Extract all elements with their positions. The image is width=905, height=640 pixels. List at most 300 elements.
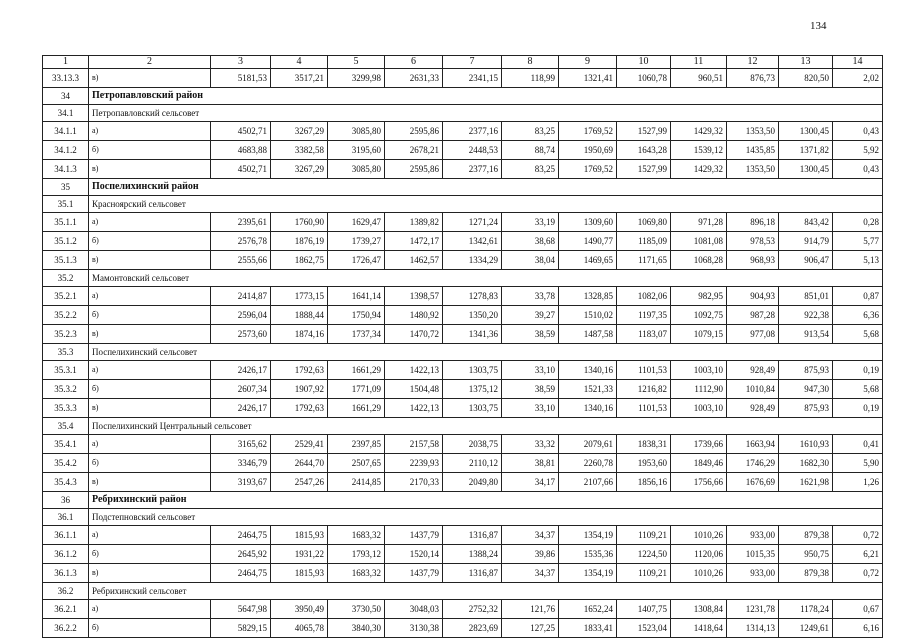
row-label: а) <box>89 361 211 380</box>
row-code: 34 <box>43 88 89 105</box>
row-code: 34.1.3 <box>43 160 89 179</box>
value-cell: 2595,86 <box>385 122 443 141</box>
value-cell: 1523,04 <box>617 619 671 638</box>
council-row <box>43 196 883 213</box>
row-label: б) <box>89 306 211 325</box>
value-cell: 1422,13 <box>385 399 443 418</box>
value-cell: 1629,47 <box>328 213 385 232</box>
value-cell: 2,02 <box>833 69 883 88</box>
value-cell: 1060,78 <box>617 69 671 88</box>
value-cell: 1760,90 <box>271 213 328 232</box>
value-cell: 1876,19 <box>271 232 328 251</box>
value-cell: 1931,22 <box>271 545 328 564</box>
value-cell: 1833,41 <box>559 619 617 638</box>
value-cell: 1010,84 <box>727 380 779 399</box>
value-cell: 5829,15 <box>211 619 271 638</box>
value-cell: 1435,85 <box>727 141 779 160</box>
value-cell: 1862,75 <box>271 251 328 270</box>
value-cell: 1112,90 <box>671 380 727 399</box>
row-code: 35.2.1 <box>43 287 89 306</box>
row-code: 35.4.3 <box>43 473 89 492</box>
value-cell: 3267,29 <box>271 160 328 179</box>
value-cell: 1010,26 <box>671 564 727 583</box>
table-row <box>43 380 883 399</box>
row-label: а) <box>89 213 211 232</box>
value-cell: 2507,65 <box>328 454 385 473</box>
council-row <box>43 418 883 435</box>
value-cell: 1418,64 <box>671 619 727 638</box>
value-cell: 34,37 <box>502 564 559 583</box>
value-cell: 1437,79 <box>385 564 443 583</box>
value-cell: 1,26 <box>833 473 883 492</box>
row-code: 35.3.1 <box>43 361 89 380</box>
value-cell: 0,43 <box>833 122 883 141</box>
value-cell: 2823,69 <box>443 619 502 638</box>
value-cell: 3950,49 <box>271 600 328 619</box>
table-row <box>43 232 883 251</box>
value-cell: 2573,60 <box>211 325 271 344</box>
value-cell: 1340,16 <box>559 361 617 380</box>
value-cell: 950,75 <box>779 545 833 564</box>
value-cell: 1354,19 <box>559 526 617 545</box>
value-cell: 1334,29 <box>443 251 502 270</box>
district-row <box>43 179 883 196</box>
value-cell: 1231,78 <box>727 600 779 619</box>
column-header: 11 <box>671 56 727 69</box>
value-cell: 2079,61 <box>559 435 617 454</box>
value-cell: 1303,75 <box>443 399 502 418</box>
value-cell: 1183,07 <box>617 325 671 344</box>
value-cell: 33,10 <box>502 361 559 380</box>
council-title: Мамонтовский сельсовет <box>89 270 883 287</box>
value-cell: 3299,98 <box>328 69 385 88</box>
value-cell: 1535,36 <box>559 545 617 564</box>
value-cell: 3267,29 <box>271 122 328 141</box>
row-label: а) <box>89 435 211 454</box>
value-cell: 2414,85 <box>328 473 385 492</box>
value-cell: 1321,41 <box>559 69 617 88</box>
value-cell: 3346,79 <box>211 454 271 473</box>
value-cell: 1490,77 <box>559 232 617 251</box>
row-code: 35.3.3 <box>43 399 89 418</box>
value-cell: 1101,53 <box>617 361 671 380</box>
column-header: 1 <box>43 56 89 69</box>
value-cell: 933,00 <box>727 526 779 545</box>
council-row <box>43 583 883 600</box>
value-cell: 1316,87 <box>443 526 502 545</box>
value-cell: 33,78 <box>502 287 559 306</box>
value-cell: 33,10 <box>502 399 559 418</box>
value-cell: 1621,98 <box>779 473 833 492</box>
value-cell: 1750,94 <box>328 306 385 325</box>
column-header: 5 <box>328 56 385 69</box>
value-cell: 1815,93 <box>271 564 328 583</box>
value-cell: 38,04 <box>502 251 559 270</box>
row-code: 35.1.2 <box>43 232 89 251</box>
value-cell: 3517,21 <box>271 69 328 88</box>
value-cell: 876,73 <box>727 69 779 88</box>
column-header: 13 <box>779 56 833 69</box>
value-cell: 1888,44 <box>271 306 328 325</box>
value-cell: 1171,65 <box>617 251 671 270</box>
value-cell: 1300,45 <box>779 122 833 141</box>
value-cell: 1429,32 <box>671 160 727 179</box>
value-cell: 1907,92 <box>271 380 328 399</box>
council-title: Поспелихинский Центральный сельсовет <box>89 418 883 435</box>
value-cell: 879,38 <box>779 526 833 545</box>
table-row <box>43 545 883 564</box>
value-cell: 5,13 <box>833 251 883 270</box>
value-cell: 1278,83 <box>443 287 502 306</box>
row-code: 35 <box>43 179 89 196</box>
row-code: 36.1.2 <box>43 545 89 564</box>
row-label: в) <box>89 251 211 270</box>
value-cell: 2752,32 <box>443 600 502 619</box>
council-title: Петропавловский сельсовет <box>89 105 883 122</box>
value-cell: 1069,80 <box>617 213 671 232</box>
table-row <box>43 69 883 88</box>
value-cell: 1082,06 <box>617 287 671 306</box>
value-cell: 1314,13 <box>727 619 779 638</box>
value-cell: 820,50 <box>779 69 833 88</box>
value-cell: 1520,14 <box>385 545 443 564</box>
row-label: в) <box>89 564 211 583</box>
value-cell: 3195,60 <box>328 141 385 160</box>
value-cell: 928,49 <box>727 399 779 418</box>
value-cell: 6,21 <box>833 545 883 564</box>
value-cell: 1504,48 <box>385 380 443 399</box>
value-cell: 1216,82 <box>617 380 671 399</box>
table-row <box>43 564 883 583</box>
value-cell: 2464,75 <box>211 526 271 545</box>
value-cell: 3840,30 <box>328 619 385 638</box>
value-cell: 2170,33 <box>385 473 443 492</box>
value-cell: 3130,38 <box>385 619 443 638</box>
value-cell: 1874,16 <box>271 325 328 344</box>
table-row <box>43 454 883 473</box>
value-cell: 914,79 <box>779 232 833 251</box>
column-header: 3 <box>211 56 271 69</box>
value-cell: 2341,15 <box>443 69 502 88</box>
value-cell: 1739,66 <box>671 435 727 454</box>
value-cell: 875,93 <box>779 399 833 418</box>
table-row <box>43 122 883 141</box>
value-cell: 2377,16 <box>443 122 502 141</box>
table-row <box>43 160 883 179</box>
value-cell: 5,92 <box>833 141 883 160</box>
value-cell: 1726,47 <box>328 251 385 270</box>
table-row <box>43 435 883 454</box>
value-cell: 1469,65 <box>559 251 617 270</box>
district-title: Петропавловский район <box>89 88 883 105</box>
value-cell: 960,51 <box>671 69 727 88</box>
value-cell: 4502,71 <box>211 122 271 141</box>
value-cell: 1521,33 <box>559 380 617 399</box>
value-cell: 928,49 <box>727 361 779 380</box>
value-cell: 38,68 <box>502 232 559 251</box>
value-cell: 2049,80 <box>443 473 502 492</box>
value-cell: 1003,10 <box>671 399 727 418</box>
value-cell: 978,53 <box>727 232 779 251</box>
row-code: 34.1.1 <box>43 122 89 141</box>
value-cell: 2260,78 <box>559 454 617 473</box>
value-cell: 1249,61 <box>779 619 833 638</box>
value-cell: 1388,24 <box>443 545 502 564</box>
value-cell: 1527,99 <box>617 160 671 179</box>
value-cell: 3048,03 <box>385 600 443 619</box>
value-cell: 4683,88 <box>211 141 271 160</box>
value-cell: 2426,17 <box>211 399 271 418</box>
value-cell: 2414,87 <box>211 287 271 306</box>
value-cell: 1328,85 <box>559 287 617 306</box>
value-cell: 913,54 <box>779 325 833 344</box>
row-code: 36.2 <box>43 583 89 600</box>
table-row <box>43 600 883 619</box>
row-code: 36 <box>43 492 89 509</box>
value-cell: 6,36 <box>833 306 883 325</box>
council-title: Красноярский сельсовет <box>89 196 883 213</box>
district-row <box>43 88 883 105</box>
value-cell: 33,32 <box>502 435 559 454</box>
value-cell: 971,28 <box>671 213 727 232</box>
value-cell: 0,41 <box>833 435 883 454</box>
value-cell: 6,16 <box>833 619 883 638</box>
row-code: 35.1 <box>43 196 89 213</box>
council-row <box>43 105 883 122</box>
value-cell: 1101,53 <box>617 399 671 418</box>
column-header: 7 <box>443 56 502 69</box>
table-row <box>43 361 883 380</box>
value-cell: 2157,58 <box>385 435 443 454</box>
value-cell: 1224,50 <box>617 545 671 564</box>
table-row <box>43 619 883 638</box>
row-code: 36.2.2 <box>43 619 89 638</box>
district-title: Ребрихинский район <box>89 492 883 509</box>
value-cell: 1120,06 <box>671 545 727 564</box>
row-code: 34.1 <box>43 105 89 122</box>
value-cell: 906,47 <box>779 251 833 270</box>
value-cell: 5647,98 <box>211 600 271 619</box>
value-cell: 2595,86 <box>385 160 443 179</box>
row-code: 35.2.2 <box>43 306 89 325</box>
value-cell: 968,93 <box>727 251 779 270</box>
council-title: Ребрихинский сельсовет <box>89 583 883 600</box>
value-cell: 1429,32 <box>671 122 727 141</box>
column-header: 9 <box>559 56 617 69</box>
table-row <box>43 473 883 492</box>
value-cell: 1308,84 <box>671 600 727 619</box>
value-cell: 1527,99 <box>617 122 671 141</box>
row-code: 35.1.1 <box>43 213 89 232</box>
value-cell: 1661,29 <box>328 361 385 380</box>
table-row <box>43 399 883 418</box>
row-label: б) <box>89 545 211 564</box>
value-cell: 1354,19 <box>559 564 617 583</box>
value-cell: 1737,34 <box>328 325 385 344</box>
council-row <box>43 509 883 526</box>
table-row <box>43 141 883 160</box>
value-cell: 2110,12 <box>443 454 502 473</box>
value-cell: 1068,28 <box>671 251 727 270</box>
value-cell: 38,81 <box>502 454 559 473</box>
column-header-row <box>43 56 883 69</box>
value-cell: 1389,82 <box>385 213 443 232</box>
value-cell: 2239,93 <box>385 454 443 473</box>
value-cell: 1953,60 <box>617 454 671 473</box>
row-label: а) <box>89 600 211 619</box>
value-cell: 1849,46 <box>671 454 727 473</box>
value-cell: 1746,29 <box>727 454 779 473</box>
value-cell: 1815,93 <box>271 526 328 545</box>
value-cell: 1683,32 <box>328 526 385 545</box>
council-row <box>43 270 883 287</box>
value-cell: 1856,16 <box>617 473 671 492</box>
value-cell: 2426,17 <box>211 361 271 380</box>
district-row <box>43 492 883 509</box>
row-code: 36.1.3 <box>43 564 89 583</box>
value-cell: 1769,52 <box>559 122 617 141</box>
district-title: Поспелихинский район <box>89 179 883 196</box>
data-table <box>42 55 883 638</box>
column-header: 8 <box>502 56 559 69</box>
row-label: в) <box>89 473 211 492</box>
value-cell: 1003,10 <box>671 361 727 380</box>
value-cell: 843,42 <box>779 213 833 232</box>
value-cell: 33,19 <box>502 213 559 232</box>
value-cell: 1309,60 <box>559 213 617 232</box>
value-cell: 2377,16 <box>443 160 502 179</box>
value-cell: 38,59 <box>502 325 559 344</box>
value-cell: 0,87 <box>833 287 883 306</box>
value-cell: 1480,92 <box>385 306 443 325</box>
value-cell: 83,25 <box>502 160 559 179</box>
value-cell: 1838,31 <box>617 435 671 454</box>
table-row <box>43 325 883 344</box>
council-row <box>43 344 883 361</box>
value-cell: 1756,66 <box>671 473 727 492</box>
value-cell: 1081,08 <box>671 232 727 251</box>
value-cell: 1300,45 <box>779 160 833 179</box>
value-cell: 1771,09 <box>328 380 385 399</box>
value-cell: 0,67 <box>833 600 883 619</box>
row-code: 34.1.2 <box>43 141 89 160</box>
value-cell: 2555,66 <box>211 251 271 270</box>
value-cell: 4502,71 <box>211 160 271 179</box>
value-cell: 3193,67 <box>211 473 271 492</box>
value-cell: 34,17 <box>502 473 559 492</box>
value-cell: 127,25 <box>502 619 559 638</box>
value-cell: 1353,50 <box>727 160 779 179</box>
row-label: а) <box>89 287 211 306</box>
value-cell: 2448,53 <box>443 141 502 160</box>
row-code: 35.3 <box>43 344 89 361</box>
value-cell: 1437,79 <box>385 526 443 545</box>
value-cell: 2607,34 <box>211 380 271 399</box>
value-cell: 1950,69 <box>559 141 617 160</box>
value-cell: 1341,36 <box>443 325 502 344</box>
value-cell: 0,28 <box>833 213 883 232</box>
value-cell: 5,90 <box>833 454 883 473</box>
value-cell: 1422,13 <box>385 361 443 380</box>
row-label: а) <box>89 122 211 141</box>
value-cell: 982,95 <box>671 287 727 306</box>
value-cell: 2038,75 <box>443 435 502 454</box>
value-cell: 1185,09 <box>617 232 671 251</box>
table-row <box>43 251 883 270</box>
value-cell: 1371,82 <box>779 141 833 160</box>
value-cell: 1663,94 <box>727 435 779 454</box>
value-cell: 1682,30 <box>779 454 833 473</box>
value-cell: 904,93 <box>727 287 779 306</box>
value-cell: 947,30 <box>779 380 833 399</box>
value-cell: 3730,50 <box>328 600 385 619</box>
column-header: 14 <box>833 56 883 69</box>
row-code: 33.13.3 <box>43 69 89 88</box>
value-cell: 0,19 <box>833 361 883 380</box>
page-number: 134 <box>810 20 827 32</box>
column-header: 12 <box>727 56 779 69</box>
value-cell: 2397,85 <box>328 435 385 454</box>
value-cell: 88,74 <box>502 141 559 160</box>
column-header: 4 <box>271 56 328 69</box>
value-cell: 933,00 <box>727 564 779 583</box>
row-code: 35.2 <box>43 270 89 287</box>
council-title: Поспелихинский сельсовет <box>89 344 883 361</box>
value-cell: 1792,63 <box>271 399 328 418</box>
value-cell: 1487,58 <box>559 325 617 344</box>
value-cell: 4065,78 <box>271 619 328 638</box>
row-code: 35.1.3 <box>43 251 89 270</box>
value-cell: 3085,80 <box>328 122 385 141</box>
value-cell: 5,77 <box>833 232 883 251</box>
row-code: 35.4.1 <box>43 435 89 454</box>
row-label: в) <box>89 325 211 344</box>
row-code: 35.2.3 <box>43 325 89 344</box>
value-cell: 2547,26 <box>271 473 328 492</box>
value-cell: 2596,04 <box>211 306 271 325</box>
value-cell: 5181,53 <box>211 69 271 88</box>
value-cell: 1773,15 <box>271 287 328 306</box>
value-cell: 1652,24 <box>559 600 617 619</box>
value-cell: 0,72 <box>833 564 883 583</box>
row-label: в) <box>89 399 211 418</box>
table-row <box>43 526 883 545</box>
value-cell: 1472,17 <box>385 232 443 251</box>
value-cell: 851,01 <box>779 287 833 306</box>
value-cell: 2529,41 <box>271 435 328 454</box>
value-cell: 1109,21 <box>617 564 671 583</box>
value-cell: 1079,15 <box>671 325 727 344</box>
table-row <box>43 213 883 232</box>
value-cell: 1792,63 <box>271 361 328 380</box>
value-cell: 121,76 <box>502 600 559 619</box>
value-cell: 2678,21 <box>385 141 443 160</box>
value-cell: 1643,28 <box>617 141 671 160</box>
value-cell: 2395,61 <box>211 213 271 232</box>
value-cell: 1109,21 <box>617 526 671 545</box>
value-cell: 977,08 <box>727 325 779 344</box>
value-cell: 2645,92 <box>211 545 271 564</box>
column-header: 2 <box>89 56 211 69</box>
value-cell: 1610,93 <box>779 435 833 454</box>
row-code: 35.3.2 <box>43 380 89 399</box>
value-cell: 1350,20 <box>443 306 502 325</box>
value-cell: 1739,27 <box>328 232 385 251</box>
value-cell: 922,38 <box>779 306 833 325</box>
row-code: 35.4 <box>43 418 89 435</box>
value-cell: 1316,87 <box>443 564 502 583</box>
value-cell: 0,72 <box>833 526 883 545</box>
